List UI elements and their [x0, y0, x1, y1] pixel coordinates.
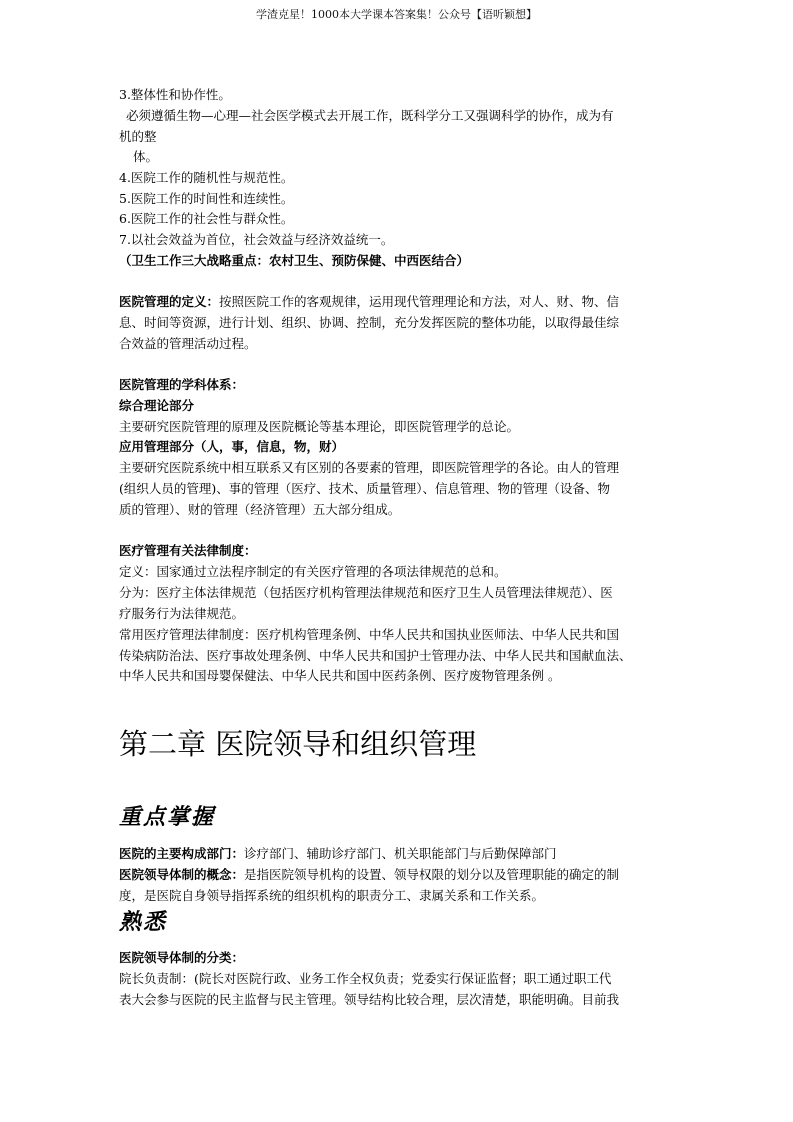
law-heading: 医疗管理有关法律制度： — [119, 543, 257, 558]
discipline-sub-1-text: 主要研究医院管理的原理及医院概论等基本理论，即医院管理学的总论。 — [119, 419, 520, 434]
definition-label: 医院管理的定义： — [119, 294, 220, 309]
discipline-sub-2-line-1: 主要研究医院系统中相互联系又有区别的各要素的管理，即医院管理学的各论。由人的管理 — [119, 460, 620, 475]
discipline-sub-1: 综合理论部分 — [119, 398, 195, 413]
feature-item-3-desc: 必须遵循生物—心理—社会医学模式去开展工作，既科学分工又强调科学的协作，成为有 — [126, 108, 614, 123]
chapter-title: 第二章 医院领导和组织管理 — [119, 727, 477, 761]
discipline-heading: 医院管理的学科体系： — [119, 377, 245, 392]
page-header: 学渣克星！1000本大学课本答案集！公众号【语听颖想】 — [256, 8, 537, 21]
components-line — [119, 845, 557, 863]
classification-heading: 医院领导体制的分类： — [119, 950, 245, 965]
system-label: 医院领导体制的概念： — [119, 867, 245, 882]
law-definition: 定义：国家通过立法程序制定的有关医疗管理的各项法律规范的总和。 — [119, 564, 507, 579]
feature-item-5: 5.医院工作的时间性和连续性。 — [119, 191, 294, 206]
definition-text: 按照医院工作的客观规律，运用现代管理理论和方法，对人、财、物、信 — [219, 294, 620, 309]
classification-line-2: 表大会参与医院的民主监督与民主管理。领导结构比较合理，层次清楚，职能明确。目前我 — [119, 992, 620, 1007]
discipline-sub-2-line-3: 质的管理）、财的管理（经济管理）五大部分组成。 — [119, 502, 401, 517]
system-line-1 — [119, 866, 619, 884]
law-split-line-1: 分为：医疗主体法律规范（包括医疗机构管理法律规范和医疗卫生人员管理法律规范）、医 — [119, 585, 613, 600]
discipline-sub-2-line-2: (组织人员的管理)、事的管理（医疗、技术、质量管理）、信息管理、物的管理（设备、物 — [119, 481, 611, 496]
familiar-heading: 熟悉 — [119, 909, 168, 935]
key-mastery-heading: 重点掌握 — [119, 804, 216, 830]
definition-line-2: 息、时间等资源，进行计划、组织、协调、控制，充分发挥医院的整体功能，以取得最佳综 — [119, 315, 620, 330]
feature-item-3: 3.整体性和协作性。 — [119, 87, 231, 102]
discipline-sub-2: 应用管理部分（人，事，信息，物，财） — [119, 439, 345, 454]
strategy-note: （卫生工作三大战略重点：农村卫生、预防保健、中西医结合） — [119, 253, 470, 268]
system-text: 是指医院领导机构的设置、领导权限的划分以及管理职能的确定的制 — [244, 867, 620, 882]
law-common-line-3: 中华人民共和国母婴保健法、中华人民共和国中医药条例、医疗废物管理条例 。 — [119, 668, 561, 683]
law-common-line-1: 常用医疗管理法律制度：医疗机构管理条例、中华人民共和国执业医师法、中华人民共和国 — [119, 627, 620, 642]
classification-line-1: 院长负责制：(院长对医院行政、业务工作全权负责；党委实行保证监督；职工通过职工代 — [119, 971, 612, 986]
feature-item-6: 6.医院工作的社会性与群众性。 — [119, 211, 294, 226]
law-split-line-2: 疗服务行为法律规范。 — [119, 606, 245, 621]
definition-line-1 — [119, 293, 619, 311]
definition-line-3: 合效益的管理活动过程。 — [119, 336, 257, 351]
system-line-2: 度，是医院自身领导指挥系统的组织机构的职责分工、隶属关系和工作关系。 — [119, 888, 545, 903]
law-common-line-2: 传染病防治法、医疗事故处理条例、中华人民共和国护士管理办法、中华人民共和国献血法、 — [119, 648, 632, 663]
components-text: 诊疗部门、辅助诊疗部门、机关职能部门与后勤保障部门 — [244, 846, 557, 861]
feature-item-7: 7.以社会效益为首位，社会效益与经济效益统一。 — [119, 232, 394, 247]
feature-item-3-desc-cont: 机的整 — [119, 129, 157, 144]
feature-item-3-desc-end: 体。 — [133, 149, 159, 164]
feature-item-4: 4.医院工作的随机性与规范性。 — [119, 170, 294, 185]
components-label: 医院的主要构成部门： — [119, 846, 245, 861]
